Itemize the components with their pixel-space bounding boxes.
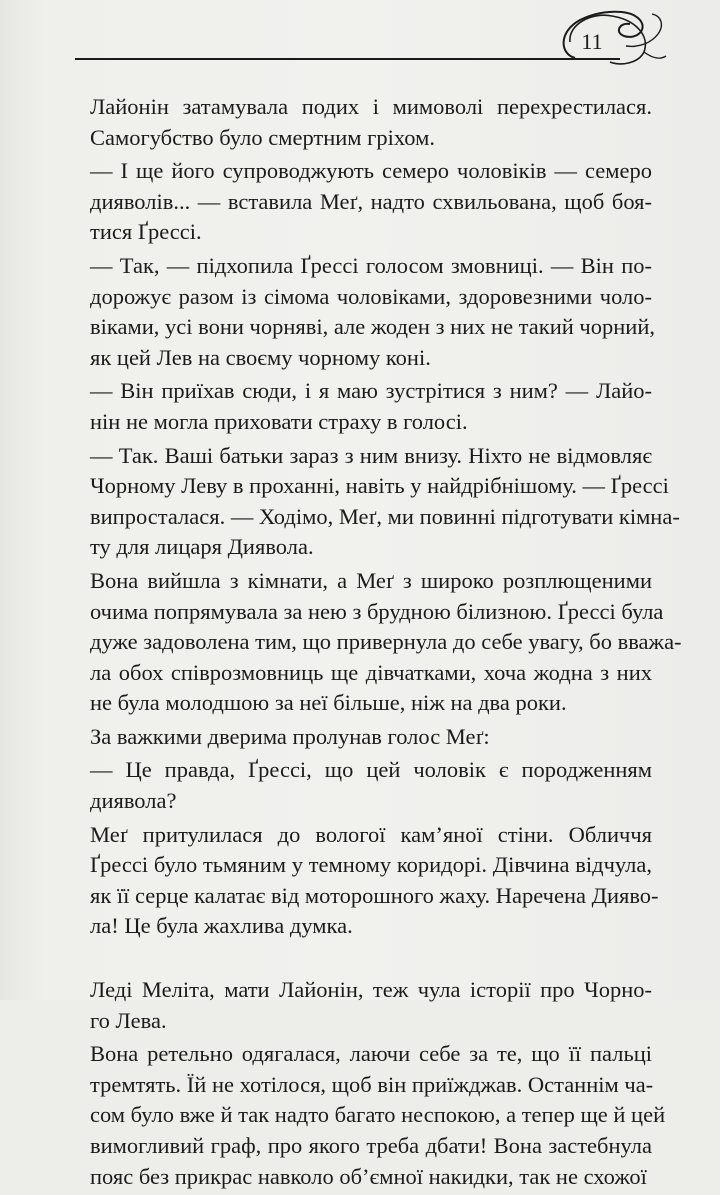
text-line: дорожує разом із сімома чоловіками, здоровезними чоло- (90, 283, 652, 309)
text-line: ту для лицаря Диявола. (90, 534, 314, 560)
text-line: Леді Меліта, мати Лайонін, теж чула історії про Чорно- (90, 977, 652, 1003)
paragraph (90, 441, 680, 563)
text-line: пояс без прикрас навколо об’ємної накидки, так не схожої (90, 1163, 647, 1189)
text-line: Меґ притулилася до вологої кам’яної стіни. Обличчя (90, 821, 652, 847)
paragraph (90, 755, 652, 816)
text-line: Вона вийшла з кімнати, а Меґ з широко розплющеними (90, 567, 652, 593)
text-line: — Так. Ваші батьки зараз з ним внизу. Ніхто не відмовляє (90, 442, 652, 468)
text-line: не була молодшою за неї більше, ніж на два роки. (90, 690, 567, 716)
section-break (90, 945, 652, 975)
text-line: нін не могла приховати страху в голосі. (90, 408, 468, 434)
paragraph (90, 820, 659, 942)
paragraph (90, 975, 652, 1036)
text-line: Лайонін затамувала подих і мимоволі перехрестилася. (90, 94, 652, 119)
text-line: Ґрессі було тьмяним у темному коридорі. Дівчина відчула, (90, 852, 652, 878)
text-line: Самогубство було смертним гріхом. (90, 124, 435, 150)
text-line: як її серце калатає від моторошного жаху. Наречена Дияво- (90, 882, 659, 908)
text-line: вимогливий граф, про якого треба дбати! Вона застебнула (90, 1133, 652, 1158)
paragraph (90, 376, 652, 437)
text-line: тися Ґрессі. (90, 219, 202, 245)
paragraph (90, 92, 652, 153)
text-line: Чорному Леву в проханні, навіть у найдрібнішому. — Ґрессі (90, 473, 669, 499)
text-line: Вона ретельно одягалася, лаючи себе за те, що її пальці (90, 1041, 652, 1067)
page-number: 11 (581, 29, 603, 54)
header-rule (75, 58, 620, 60)
text-line: тремтять. Їй не хотілося, щоб він приїжджав. Останнім ча- (90, 1071, 654, 1097)
text-line: го Лева. (90, 1007, 167, 1033)
text-line: диявола? (90, 788, 177, 814)
paragraph (90, 251, 655, 373)
paragraph (90, 156, 652, 248)
text-line: ла обох співрозмовниць ще дівчатками, хоча жодна з них (90, 659, 652, 685)
paragraph (90, 566, 682, 719)
text-line: дияволів... — вставила Меґ, надто схвильована, щоб боя- (90, 188, 652, 214)
text-line: ла! Це була жахлива думка. (90, 913, 353, 939)
text-line: віками, усі вони чорняві, але жоден з них не такий чорний, (90, 314, 655, 340)
text-line: як цей Лев на своєму чорному коні. (90, 344, 431, 370)
paragraph (90, 722, 652, 753)
body-text (90, 92, 682, 1195)
text-line: — І ще його супроводжують семеро чоловіків — семеро (90, 158, 652, 184)
text-line: випросталася. — Ходімо, Меґ, ми повинні підготувати кімна- (90, 503, 680, 529)
text-line: дуже задоволена тим, що привернула до себе увагу, бо вважа- (90, 629, 682, 655)
paragraph (90, 1039, 666, 1192)
text-line: — Це правда, Ґрессі, що цей чоловік є породженням (90, 757, 652, 783)
text-line: сом було вже й так надто багато неспокою, а тепер ще й цей (90, 1102, 666, 1128)
text-line: очима попрямувала за нею з брудною білизною. Ґрессі була (90, 598, 664, 624)
text-line: — Так, — підхопила Ґрессі голосом змовниці. — Він по- (90, 252, 652, 278)
text-line: За важкими дверима пролунав голос Меґ: (90, 723, 490, 749)
text-line: — Він приїхав сюди, і я маю зустрітися з ним? — Лайо- (90, 378, 652, 404)
